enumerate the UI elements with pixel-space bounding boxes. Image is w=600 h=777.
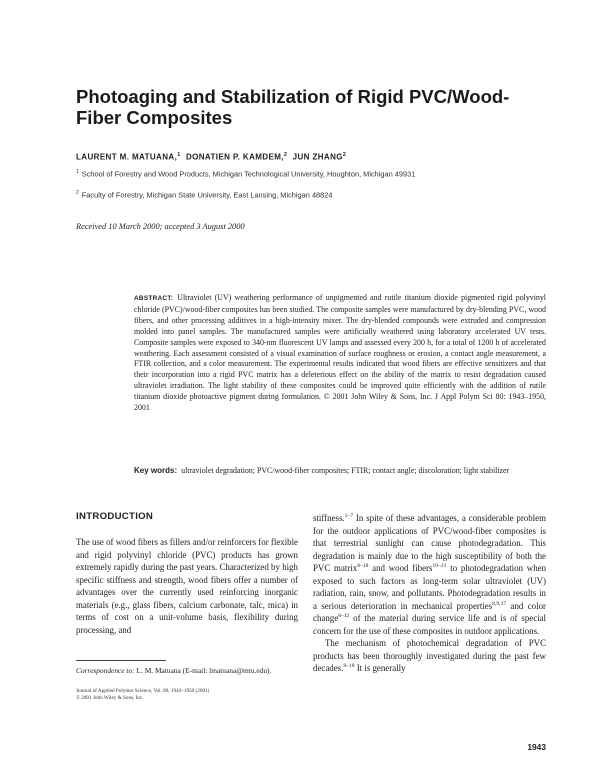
correspondence-note (76, 666, 298, 677)
reference-mark: 8,9,17 (492, 600, 507, 607)
text-run: The mechanism of photochemical degradation of PVC products has been thoroughly investigated during the past few decades. (313, 638, 546, 673)
intro-paragraph-continued (313, 512, 546, 637)
keywords-label: Key words: (134, 466, 178, 475)
keywords-text: ultraviolet degradation; PVC/wood-fiber composites; FTIR; contact angle; discoloration; light stabilizer (181, 466, 510, 475)
reference-mark: 8–12 (338, 613, 350, 620)
affiliation-text: School of Forestry and Wood Products, Michigan Technological University, Houghton, Michigan 49931 (81, 169, 416, 179)
text-run: stiffness. (313, 513, 345, 523)
intro-paragraph: The use of wood fibers as fillers and/or reinforcers for flexible and rigid polyvinyl chloride (PVC) products has grown extremely rapidly during the past years. Characterized by high specific stiffness and strength, wood fibers offer a number of advantages over the currently used reinforcing inorganic materials (e.g., glass fibers, calcium carbonate, talc, mica) in terms of cost on a unit-volume basis, flexibility during processing, and (76, 537, 298, 635)
affiliation-mark: 2 (76, 190, 79, 196)
introduction-heading: INTRODUCTION (76, 511, 154, 522)
reference-mark: 19–21 (432, 563, 447, 570)
journal-citation: Journal of Applied Polymer Science, Vol. 80, 1943–1950 (2001) (76, 688, 210, 694)
text-run: In spite of these advantages, a considerable problem for the outdoor applications of PVC/wood-fiber composites is that terrestrial sunlight can cause photodegradation. This degradation is mainly due to the high susceptibility of both the PVC matrix (313, 513, 546, 573)
author-name: JUN ZHANG (292, 152, 343, 162)
right-column (313, 512, 546, 675)
abstract-text: Ultraviolet (UV) weathering performance of unpigmented and rutile titanium dioxide pigmented rigid polyvinyl chloride (PVC)/wood-fiber composites has been studied. The composite samples were manufactured by dry-blending PVC, wood fibers, and other processing additives in a high-intensity mixer. The dry-blended compounds were extruded and compression molded into panel samples. The manufactured samples were artificially weathered using laboratory accelerated UV tests. Composite samples were exposed to 340-nm fluorescent UV lamps and assessed every 200 h, for a total of 1200 h of accelerated weathering. Each assessment consisted of a visual examination of surface roughness or erosion, a contact angle measurement, a FTIR collection, and a color measurement. The experimental results indicated that wood fibers are effective sensitizers and that their incorporation into a rigid PVC matrix has a deleterious effect on the ability of the matrix to resist degradation caused ultraviolet irradiation. The light stability of these composites could be improved quite efficiently with the addition of rutile titanium dioxide photoactive pigment during formulation. © 2001 John Wiley & Sons, Inc. J Appl Polym Sci 80: 1943–1950, 2001 (134, 293, 546, 413)
affiliation-text: Faculty of Forestry, Michigan State University, East Lansing, Michigan 48824 (81, 190, 333, 200)
affiliation-mark: 1 (76, 169, 79, 175)
left-column (76, 536, 298, 636)
correspondence-label: Correspondence to: (76, 666, 135, 675)
text-run: and wood fibers (368, 563, 433, 573)
abstract (134, 293, 546, 414)
author-list (76, 152, 346, 162)
abstract-label: ABSTRACT: (134, 295, 174, 302)
author-affiliation-mark: 2 (283, 152, 288, 158)
text-run: and color change (313, 600, 546, 623)
reference-mark: 8–18 (343, 663, 355, 670)
author-affiliation-mark: 1 (177, 152, 181, 158)
copyright-line: © 2001 John Wiley & Sons, Inc. (76, 695, 144, 702)
footnote-divider (76, 660, 166, 661)
author-name: LAURENT M. MATUANA, (76, 152, 178, 162)
text-run: It is generally (354, 663, 406, 673)
keywords (134, 466, 546, 477)
text-run: to photodegradation when exposed to such factors as long-term solar ultraviolet (UV) radiation, rain, snow, and pollutants. Photodegradation results in a serious deterioration in mechanical properties (313, 563, 547, 611)
author-name: DONATIEN P. KAMDEM, (185, 152, 284, 162)
intro-paragraph (313, 637, 546, 675)
affiliation (76, 190, 333, 199)
text-run: of the material during service life and is of special concern for the use of these composites in outdoor applications. (313, 613, 546, 636)
journal-info (76, 688, 298, 703)
reference-mark: 8–18 (357, 563, 369, 570)
affiliation (76, 169, 415, 178)
reference-mark: 1–7 (344, 513, 354, 520)
received-dates: Received 10 March 2000; accepted 3 August 2000 (76, 222, 245, 231)
article-title: Photoaging and Stabilization of Rigid PVC/Wood-Fiber Composites (76, 86, 510, 128)
correspondence-text: L. M. Matuana (E-mail: lmatuana@mtu.edu). (134, 666, 272, 675)
page-number: 1943 (527, 742, 546, 752)
author-affiliation-mark: 2 (342, 152, 347, 158)
